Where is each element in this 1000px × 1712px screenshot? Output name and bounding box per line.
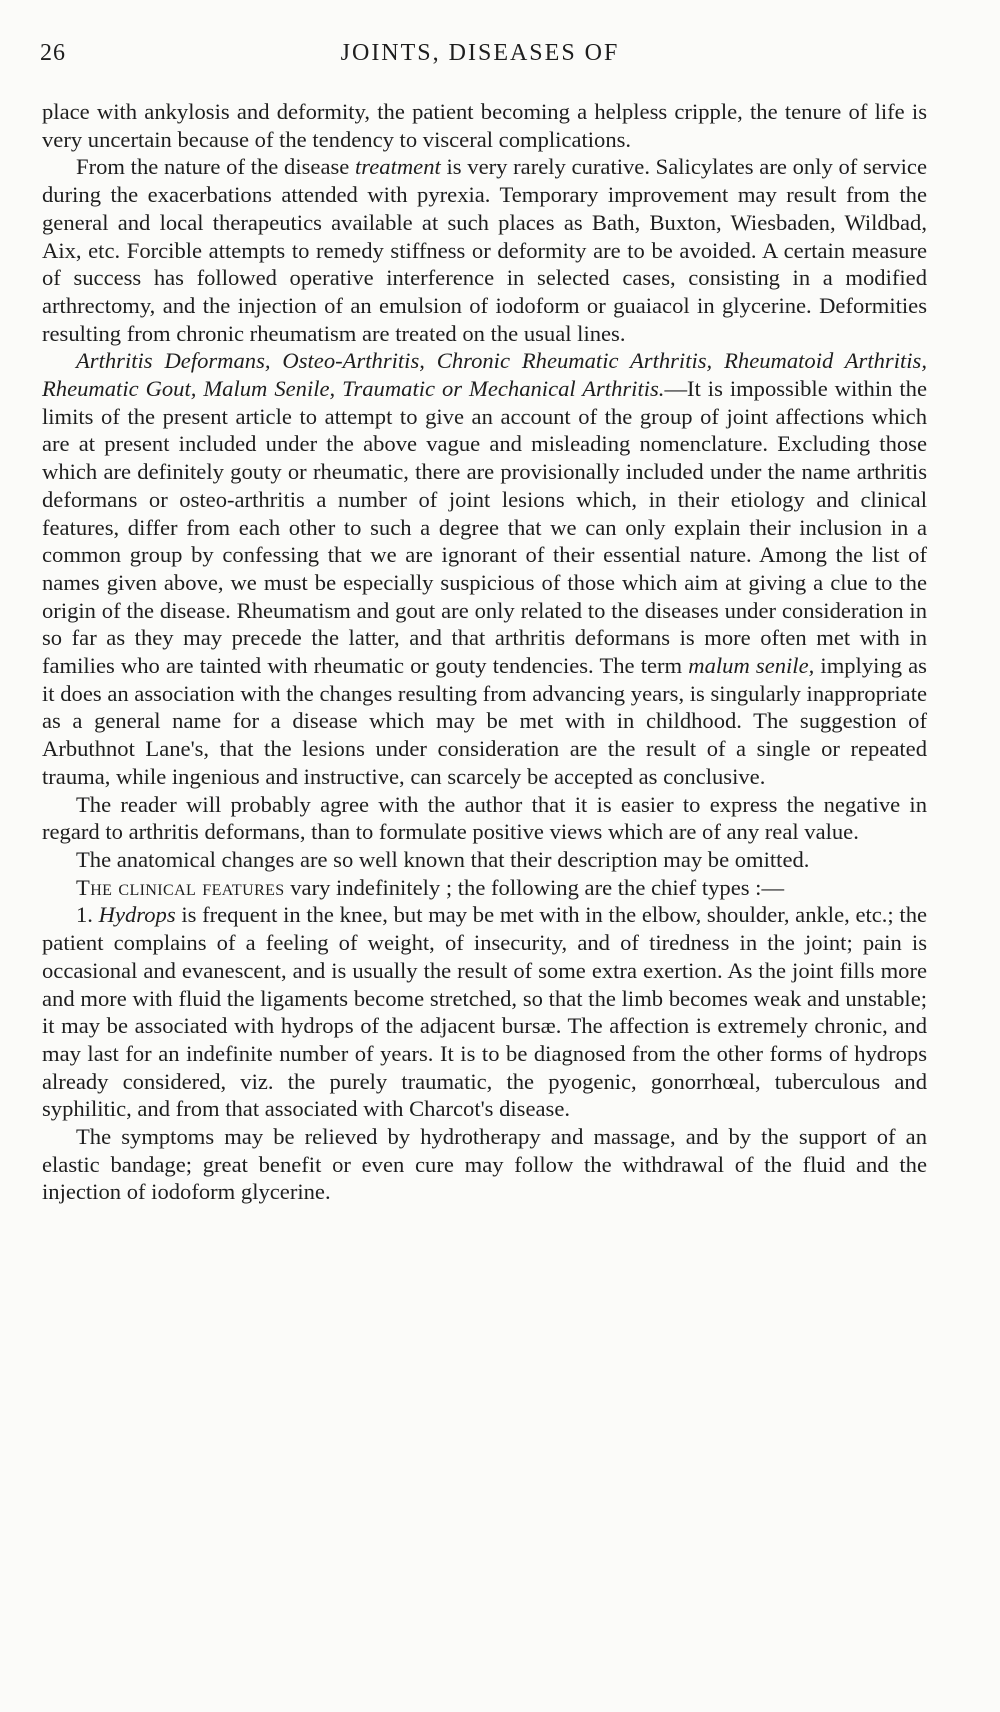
page-number: 26: [40, 40, 66, 66]
paragraph-text-continued: implying as it does an association with the changes resulting from advancing years, is singularly inappropriate as a general name for a disease which may be met with in childhood. The suggestion of Arbuthnot Lane's, that the lesions under consideration are the result of a single or repeated trauma, while ingenious and instructive, can scarcely be accepted as conclusive.: [42, 653, 927, 789]
paragraph-anatomical-changes: [42, 846, 927, 874]
italic-term-malum-senile: malum senile,: [688, 653, 815, 679]
paragraph-text: vary indefinitely ; the following are the chief types :—: [284, 874, 785, 900]
paragraph-text: place with ankylosis and deformity, the patient becoming a helpless cripple, the tenure of life is very uncertain because of the tendency to visceral complications.: [42, 99, 927, 152]
paragraph-text: The reader will probably agree with the author that it is easier to express the negative in regard to arthritis deformans, than to formulate positive views which are of any real value.: [42, 791, 927, 845]
smallcaps-heading-clinical-features: The clinical features: [76, 874, 285, 900]
paragraph-arthritis-deformans: [42, 347, 927, 790]
page-header: [40, 40, 920, 74]
paragraph-text: is very rarely curative. Salicylates are only of service during the exacerbations attended with pyrexia. Temporary improvement may result from the general and local therapeutics available at such places as Bath, Buxton, Wiesbaden, Wildbad, Aix, etc. Forcible attempts to remedy stiffness or deformity are to be avoided. A certain measure of success has followed operative interference in selected cases, consisting in a modified arthrectomy, and the injection of an emulsion of iodoform or guaiacol in glycerine. Deformities resulting from chronic rheumatism are treated on the usual lines.: [42, 154, 927, 346]
paragraph-text: The anatomical changes are so well known that their description may be omitted.: [76, 846, 810, 872]
paragraph-treatment: [42, 153, 927, 347]
italic-term-hydrops: Hydrops: [98, 902, 176, 928]
paragraph-reader-agreement: [42, 791, 927, 846]
paragraph-text: is frequent in the knee, but may be met with in the elbow, shoulder, ankle, etc.; the patient complains of a feeling of weight, of insecurity, and of tiredness in the joint; pain is occasional and evanescent, and is usually the result of some extra exertion. As the joint fills more and more with fluid the ligaments become stretched, so that the limb becomes weak and unstable; it may be associated with hydrops of the adjacent bursæ. The affection is extremely chronic, and may last for an indefinite number of years. It is to be diagnosed from the other forms of hydrops already considered, viz. the purely traumatic, the pyogenic, gonorrhœal, tuberculous and syphilitic, and from that associated with Charcot's disease.: [42, 902, 928, 1122]
italic-term-treatment: treatment: [355, 154, 441, 180]
paragraph-text: The symptoms may be relieved by hydrotherapy and massage, and by the support of an elastic bandage; great benefit or even cure may follow the withdrawal of the fluid and the injection of iodoform glycerine.: [42, 1124, 927, 1205]
list-number: 1.: [76, 902, 99, 928]
running-title: JOINTS, DISEASES OF: [340, 40, 620, 66]
paragraph-symptoms-relief: [42, 1123, 927, 1206]
paragraph-text: —It is impossible within the limits of the present article to attempt to give an account of the group of joint affections which are at present included under the above vague and misleading nomenclature. Excluding those which are definitely gouty or rheumatic, there are provisionally included under the name arthritis deformans or osteo-arthritis a number of joint lesions which, in their etiology and clinical features, differ from each other to such a degree that we can only explain their inclusion in a common group by confessing that we are ignorant of their essential nature. Among the list of names given above, we must be especially suspicious of those which aim at giving a clue to the origin of the disease. Rheumatism and gout are only related to the diseases under consideration in so far as they may precede the latter, and that arthritis deformans is more often met with in families who are tainted with rheumatic or gouty tendencies. The term: [42, 376, 927, 679]
paragraph-hydrops: [42, 901, 927, 1123]
paragraph-ankylosis-continuation: [42, 98, 927, 153]
paragraph-lead: From the nature of the disease: [76, 154, 356, 180]
body-text: [42, 98, 927, 1206]
section-heading-arthritis-deformans: Arthritis Deformans, Osteo-Arthritis, Chronic Rheumatic Arthritis, Rheumatoid Arthritis, Rheumatic Gout, Malum Senile, Traumatic or Mechanical Arthritis.: [42, 348, 927, 402]
paragraph-clinical-features: [42, 874, 927, 902]
